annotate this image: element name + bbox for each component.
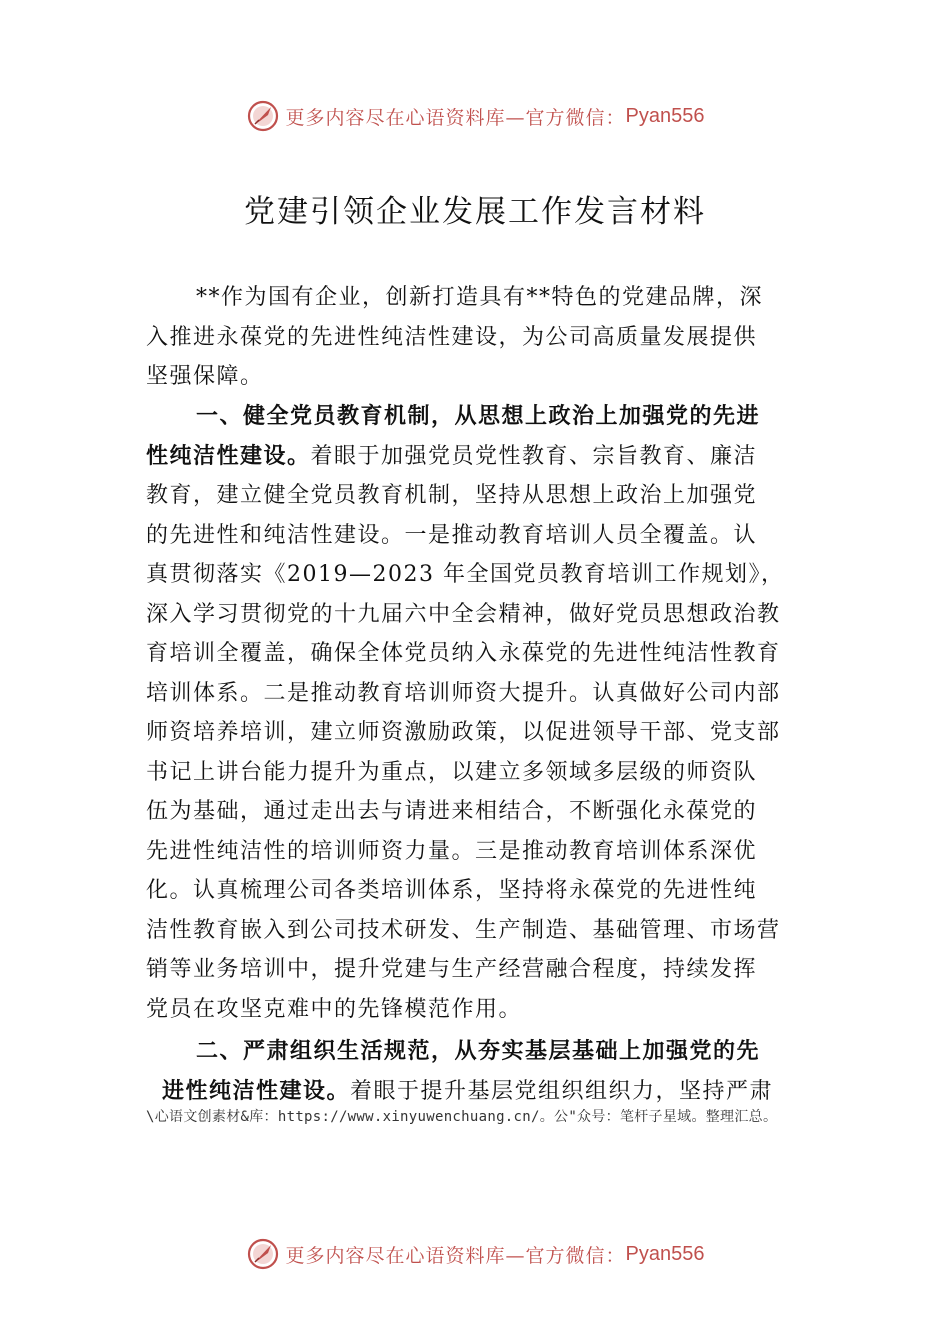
intro-line: 坚强保障。: [146, 364, 264, 389]
section-1-line: 伍为基础，通过走出去与请进来相结合，不断强化永葆党的: [146, 799, 758, 824]
intro-line: 入推进永葆党的先进性纯洁性建设，为公司高质量发展提供: [146, 324, 758, 350]
banner-handle: Pyan556: [625, 1242, 705, 1265]
intro-line: **作为国有企业，创新打造具有**特色的党建品牌，深: [196, 285, 764, 310]
section-2-heading: 二、严肃组织生活规范，从夯实基层基础上加强党的先: [196, 1039, 761, 1064]
source-note: \心语文创素材&库：https://www.xinyuwenchuang.cn/。公"众号：笔杆子星域。整理汇总。: [146, 1109, 778, 1125]
intro-paragraph: [146, 278, 806, 397]
banner-text: 更多内容尽在心语资料库—官方微信：: [285, 106, 626, 129]
section-1-line: 化。认真梳理公司各类培训体系，坚持将永葆党的先进性纯: [146, 878, 758, 903]
banner-text: 更多内容尽在心语资料库—官方微信：: [285, 1244, 626, 1267]
section-1-line: 先进性纯洁性的培训师资力量。三是推动教育培训体系深优: [146, 838, 758, 864]
section-1-text: 着眼于加强党员党性教育、宗旨教育、廉洁: [310, 443, 758, 469]
section-1-line: 党员在攻坚克难中的先锋模范作用。: [146, 996, 523, 1022]
quill-logo-icon: [246, 1237, 280, 1271]
section-1-heading-tail: 性纯洁性建设。: [146, 443, 311, 469]
section-1: [146, 397, 806, 1029]
section-1-heading: 一、健全党员教育机制，从思想上政治上加强党的先进: [196, 404, 761, 429]
section-1-line: 销等业务培训中，提升党建与生产经营融合程度，持续发挥: [146, 957, 758, 982]
footer-banner: [0, 1234, 950, 1274]
header-banner: [0, 96, 950, 136]
section-1-line: 的先进性和纯洁性建设。一是推动教育培训人员全覆盖。认: [146, 522, 758, 548]
section-1-line: 培训体系。二是推动教育培训师资大提升。认真做好公司内部: [146, 680, 781, 706]
section-1-line: 深入学习贯彻党的十九届六中全会精神，做好党员思想政治教: [146, 601, 781, 627]
section-1-line: 育培训全覆盖，确保全体党员纳入永葆党的先进性纯洁性教育: [146, 641, 781, 666]
section-2-text: 着眼于提升基层党组织组织力，坚持严肃: [350, 1078, 774, 1104]
section-1-line: 教育，建立健全党员教育机制，坚持从思想上政治上加强党: [146, 483, 758, 508]
section-2: [146, 1032, 806, 1111]
section-1-line: 真贯彻落实《2019—2023 年全国党员教育培训工作规划》，: [146, 562, 785, 587]
section-2-heading-tail: 进性纯洁性建设。: [162, 1078, 351, 1104]
document-title: 党建引领企业发展工作发言材料: [244, 194, 706, 230]
section-1-line: 师资培养培训，建立师资激励政策，以促进领导干部、党支部: [146, 720, 781, 745]
section-1-line: 洁性教育嵌入到公司技术研发、生产制造、基础管理、市场营: [146, 917, 781, 943]
banner-handle: Pyan556: [625, 104, 705, 127]
section-1-heading-cont: [146, 437, 806, 477]
quill-logo-icon: [246, 99, 280, 133]
section-1-line: 书记上讲台能力提升为重点，以建立多领域多层级的师资队: [146, 759, 758, 785]
